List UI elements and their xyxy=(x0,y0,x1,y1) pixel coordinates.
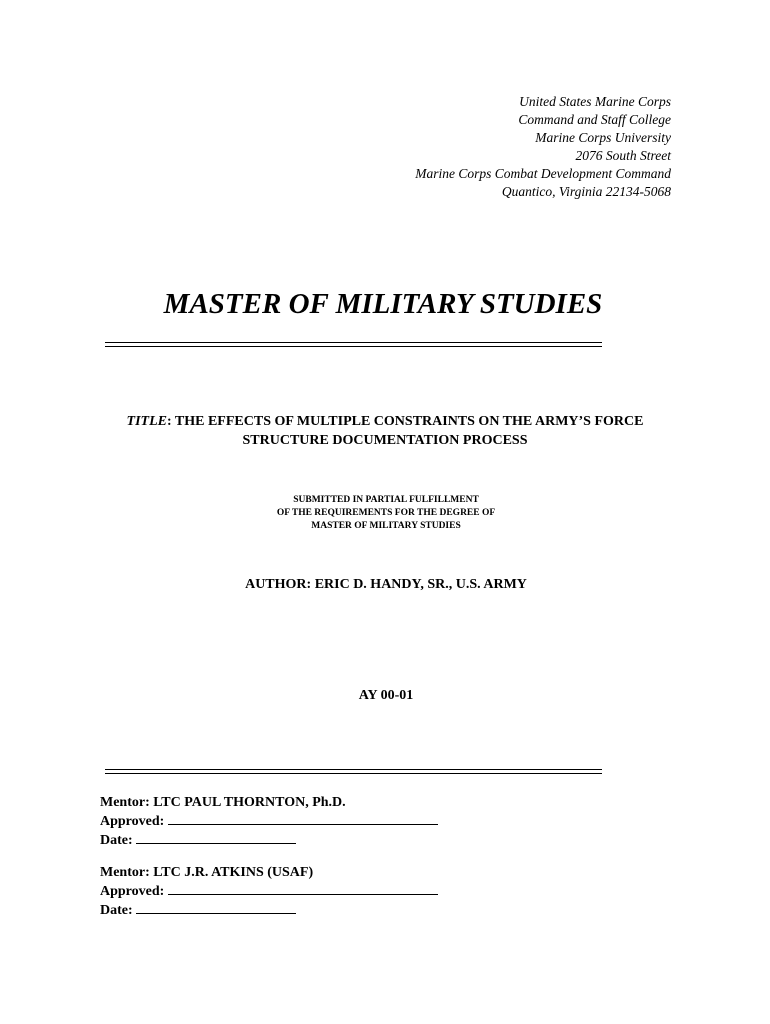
approved-label: Approved: xyxy=(100,884,168,899)
submission-line: OF THE REQUIREMENTS FOR THE DEGREE OF xyxy=(276,508,496,518)
approved-row xyxy=(100,881,438,900)
mentor-name: Mentor: LTC J.R. ATKINS (USAF) xyxy=(100,865,314,880)
institution-address xyxy=(415,93,671,201)
thesis-title xyxy=(104,412,666,450)
approved-label: Approved: xyxy=(100,814,168,829)
submission-statement xyxy=(0,494,770,533)
mentor-name: Mentor: LTC PAUL THORNTON, Ph.D. xyxy=(100,795,346,810)
document-title: MASTER OF MILITARY STUDIES xyxy=(163,288,603,320)
date-label: Date: xyxy=(100,903,137,918)
date-row xyxy=(100,900,438,919)
address-line: Command and Staff College xyxy=(518,112,671,127)
date-line xyxy=(136,830,296,844)
academic-year: AY 00-01 xyxy=(358,688,414,703)
approval-signature-line xyxy=(168,811,438,825)
title-separator: : xyxy=(166,414,172,429)
submission-line: MASTER OF MILITARY STUDIES xyxy=(311,521,461,531)
date-label: Date: xyxy=(100,833,137,848)
mentor-signoff-1 xyxy=(100,794,438,849)
address-line: Quantico, Virginia 22134-5068 xyxy=(501,184,671,199)
bottom-double-rule xyxy=(105,769,602,774)
title-text: THE EFFECTS OF MULTIPLE CONSTRAINTS ON THE ARMY’S FORCE STRUCTURE DOCUMENTATION PROCESS xyxy=(171,414,644,448)
date-row xyxy=(100,830,438,849)
approved-row xyxy=(100,811,438,830)
mentor-signoff-2 xyxy=(100,864,438,919)
address-line: Marine Corps Combat Development Command xyxy=(415,166,671,181)
approval-signature-line xyxy=(168,881,438,895)
top-double-rule xyxy=(105,342,602,347)
address-line: United States Marine Corps xyxy=(519,94,671,109)
title-label: TITLE xyxy=(126,414,167,429)
date-line xyxy=(136,900,296,914)
address-line: 2076 South Street xyxy=(575,148,671,163)
author-line: AUTHOR: ERIC D. HANDY, SR., U.S. ARMY xyxy=(245,577,527,592)
address-line: Marine Corps University xyxy=(535,130,671,145)
submission-line: SUBMITTED IN PARTIAL FULFILLMENT xyxy=(293,495,479,505)
